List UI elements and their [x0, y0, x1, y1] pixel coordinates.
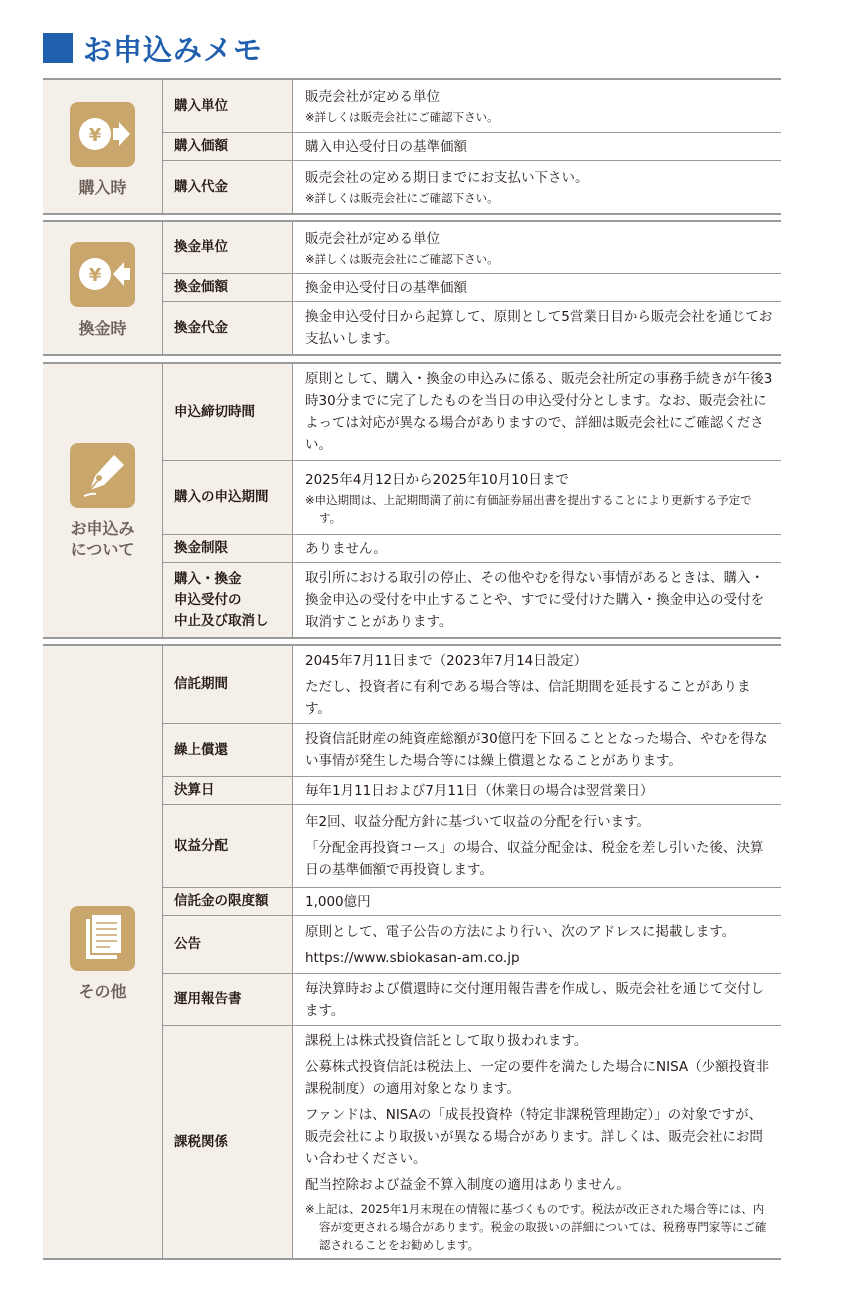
table-row — [163, 973, 781, 1025]
row-label: 繰上償還 — [163, 724, 293, 776]
row-text: ファンドは、NISAの「成長投資枠（特定非課税管理勘定）」の対象ですが、販売会社により取扱いが異なる場合があります。詳しくは、販売会社にお問い合わせください。 — [305, 1107, 763, 1167]
row-content — [293, 563, 781, 637]
row-content — [293, 777, 781, 804]
row-content — [293, 646, 781, 723]
pen-nib-icon — [70, 443, 135, 508]
table-row — [163, 646, 781, 723]
row-label — [163, 563, 293, 637]
announcement-url[interactable]: https://www.sbiokasan-am.co.jp — [305, 949, 520, 966]
table-row — [163, 915, 781, 973]
row-text: 換金申込受付日の基準価額 — [305, 279, 467, 296]
row-text: 「分配金再投資コース」の場合、収益分配金は、税金を差し引いた後、決算日の基準価額で再投資します。 — [305, 840, 764, 878]
section-label-line: について — [70, 540, 135, 559]
row-label: 申込締切時間 — [163, 364, 293, 460]
table-row — [163, 723, 781, 776]
section-redemption — [43, 220, 781, 356]
table-row — [163, 460, 781, 534]
section-redemption-label: 換金時 — [78, 319, 127, 338]
section-application-label — [43, 518, 162, 560]
row-label: 購入単位 — [163, 80, 293, 132]
table-row — [163, 301, 781, 354]
row-note: ※詳しくは販売会社にご確認下さい。 — [305, 251, 499, 266]
row-label: 換金単位 — [163, 222, 293, 273]
row-content — [293, 724, 781, 776]
row-text: 2025年4月12日から2025年10月10日まで — [305, 471, 569, 488]
row-text: 毎決算時および償還時に交付運用報告書を作成し、販売会社を通じて交付します。 — [305, 980, 764, 1019]
table-row — [163, 80, 781, 132]
table-row — [163, 887, 781, 915]
row-text: 投資信託財産の純資産総額が30億円を下回ることとなった場合、やむを得ない事情が発生した場合等には繰上償還となることがあります。 — [305, 731, 768, 769]
table-row — [163, 562, 781, 637]
row-label: 課税関係 — [163, 1026, 293, 1258]
row-label: 信託期間 — [163, 646, 293, 723]
row-content — [293, 888, 781, 915]
section-redemption-header — [43, 222, 163, 354]
row-content — [293, 302, 781, 354]
row-text: 販売会社の定める期日までにお支払い下さい。 — [305, 170, 589, 186]
svg-text:¥: ¥ — [88, 265, 102, 286]
table-row — [163, 534, 781, 562]
row-text: ただし、投資者に有利である場合等は、信託期間を延長することがあります。 — [305, 678, 751, 717]
section-label-line: お申込み — [70, 519, 135, 538]
row-label: 信託金の限度額 — [163, 888, 293, 915]
title-square-icon — [43, 33, 73, 63]
row-content — [293, 805, 781, 887]
row-label: 購入価額 — [163, 133, 293, 160]
row-content — [293, 364, 781, 460]
row-text: 販売会社が定める単位 — [305, 89, 440, 105]
row-text: 原則として、電子公告の方法により行い、次のアドレスに掲載します。 — [305, 923, 736, 940]
table-row — [163, 132, 781, 160]
row-text: 販売会社が定める単位 — [305, 230, 440, 247]
document-icon — [70, 906, 135, 971]
row-text: 公募株式投資信託は税法上、一定の要件を満たした場合にNISA（少額投資非課税制度）の適用対象となります。 — [305, 1059, 770, 1097]
row-label: 収益分配 — [163, 805, 293, 887]
yen-arrow-right-icon — [70, 102, 135, 167]
row-label: 換金制限 — [163, 535, 293, 562]
row-text: 年2回、収益分配方針に基づいて収益の分配を行います。 — [305, 814, 651, 830]
row-text: 換金申込受付日から起算して、原則として5営業日目から販売会社を通じてお支払いします。 — [305, 309, 773, 347]
row-label: 購入の申込期間 — [163, 461, 293, 534]
row-text: 2045年7月11日まで（2023年7月14日設定） — [305, 652, 588, 669]
row-text: 取引所における取引の停止、その他やむを得ない事情があるときは、購入・換金申込の受付を中止することや、すでに受付けた購入・換金申込の受付を取消すことがあります。 — [305, 570, 765, 630]
table-row — [163, 804, 781, 887]
row-label: 決算日 — [163, 777, 293, 804]
row-text: 1,000億円 — [305, 893, 371, 910]
table-row — [163, 364, 781, 460]
row-content — [293, 916, 781, 973]
row-label: 換金代金 — [163, 302, 293, 354]
row-note: ※詳しくは販売会社にご確認下さい。 — [305, 110, 499, 124]
svg-text:¥: ¥ — [88, 125, 102, 146]
row-label-line: 中止及び取消し — [174, 612, 269, 629]
row-label-line: 申込受付の — [174, 591, 242, 608]
yen-arrow-left-icon — [70, 242, 135, 307]
section-purchase-label: 購入時 — [78, 178, 127, 197]
section-other — [43, 644, 781, 1260]
table-row — [163, 273, 781, 301]
row-label: 運用報告書 — [163, 974, 293, 1025]
row-text: 購入申込受付日の基準価額 — [305, 138, 467, 155]
row-content — [293, 535, 781, 562]
row-text: 課税上は株式投資信託として取り扱われます。 — [305, 1033, 588, 1049]
row-note: ※詳しくは販売会社にご確認下さい。 — [305, 191, 499, 205]
row-content — [293, 1026, 781, 1258]
page-title — [43, 28, 263, 68]
row-note: ※上記は、2025年1月末現在の情報に基づくものです。税法が改正された場合等には、内容が変更される場合があります。税金の取扱いの詳細については、税務専門家等にご確認されることをお勧めします。 — [305, 1202, 767, 1252]
table-row — [163, 160, 781, 213]
row-content — [293, 222, 781, 273]
table-row — [163, 222, 781, 273]
row-note: ※申込期間は、上記期間満了前に有価証券届出書を提出することにより更新する予定です。 — [305, 492, 752, 525]
row-text: 配当控除および益金不算入制度の適用はありません。 — [305, 1177, 630, 1193]
row-content — [293, 161, 781, 213]
section-other-header — [43, 646, 163, 1258]
row-content — [293, 274, 781, 301]
row-content — [293, 974, 781, 1025]
row-label-line: 購入・換金 — [174, 570, 242, 587]
row-content — [293, 461, 781, 534]
section-application — [43, 362, 781, 639]
row-text: 毎年1月11日および7月11日（休業日の場合は翌営業日） — [305, 782, 654, 799]
row-label: 公告 — [163, 916, 293, 973]
section-purchase-header — [43, 80, 163, 213]
row-content — [293, 80, 781, 132]
page-title-text: お申込みメモ — [83, 32, 264, 67]
row-text: 原則として、購入・換金の申込みに係る、販売会社所定の事務手続きが午後3時30分までに完了したものを当日の申込受付分とします。なお、販売会社によっては対応が異なる場合がありますので、詳細は販売会社にご確認ください。 — [305, 371, 773, 453]
section-application-header — [43, 364, 163, 637]
row-label: 購入代金 — [163, 161, 293, 213]
table-row — [163, 776, 781, 804]
section-other-label: その他 — [78, 982, 127, 1001]
section-purchase — [43, 78, 781, 215]
row-content — [293, 133, 781, 160]
row-label: 換金価額 — [163, 274, 293, 301]
row-text: ありません。 — [305, 540, 387, 557]
table-row — [163, 1025, 781, 1258]
